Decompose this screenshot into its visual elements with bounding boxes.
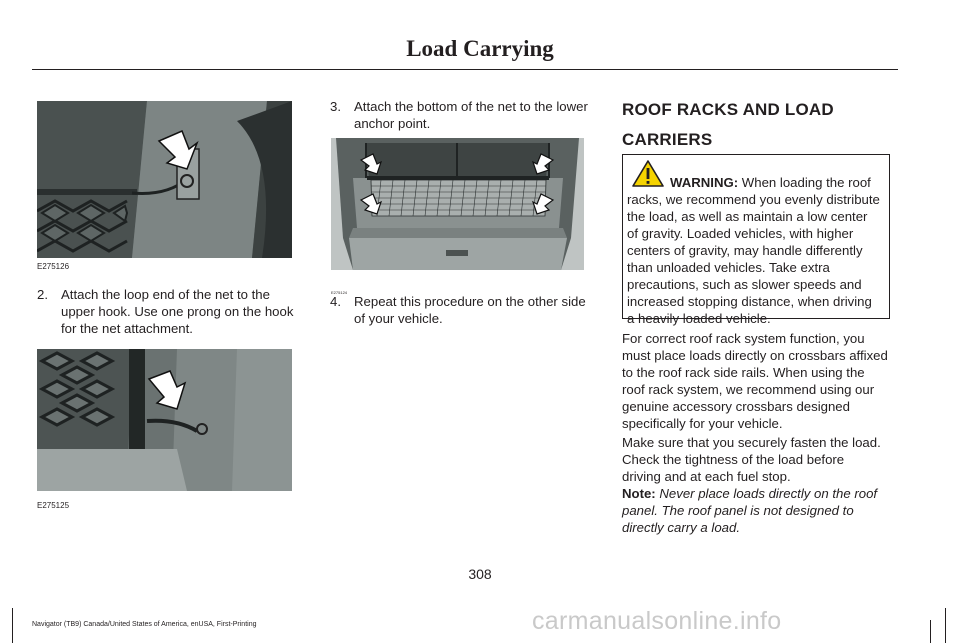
note: Note: Never place loads directly on the roof panel. The roof panel is not designed to directly carry a load. (622, 486, 878, 535)
step-number: 4. (330, 294, 341, 309)
step-number: 3. (330, 99, 341, 114)
warning-box (622, 154, 890, 326)
header-rule (32, 69, 898, 70)
figure-code: E275125 (37, 501, 70, 510)
figure-upper-hook (37, 101, 292, 258)
warning-label: WARNING: (670, 175, 739, 190)
step-text: Repeat this procedure on the other side of your vehicle. (354, 294, 586, 326)
figure-code: E275126 (37, 262, 70, 271)
crop-mark (930, 620, 931, 643)
figure-cargo-net (331, 138, 584, 270)
warning-text: WARNING: When loading the roof racks, we recommend you evenly distribute the load, as well as maintain a low center of gravity. Loaded vehicles, with higher centers of gravity, may handle differently than unloaded vehicles. Take extra precautions, such as slower speeds and increased stopping distance, when driving a heavily loaded vehicle. (627, 175, 880, 326)
section-heading: ROOF RACKS AND LOAD CARRIERS (622, 100, 834, 149)
page-header-title: Load Carrying (406, 36, 554, 61)
page-number: 308 (468, 566, 492, 582)
note-label: Note: (622, 486, 656, 501)
step-text: Attach the loop end of the net to the upper hook. Use one prong on the hook for the net attachment. (61, 287, 294, 336)
step-number: 2. (37, 287, 48, 302)
step-text: Attach the bottom of the net to the lower anchor point. (354, 99, 588, 131)
paragraph-roof-rack-function: For correct roof rack system function, you must place loads directly on crossbars affixed to the roof rack side rails. When using the roof rack system, we recommend using our genuine accessory crossbars designed specifically for your vehicle. (622, 331, 888, 431)
footer-text: Navigator (TB9) Canada/United States of America, enUSA, First-Printing (32, 621, 257, 628)
watermark: carmanualsonline.info (532, 607, 782, 635)
figure-hook-prong (37, 349, 292, 491)
figure-code: E275124 (331, 290, 348, 295)
crop-mark (12, 608, 13, 643)
crop-mark (945, 608, 946, 643)
paragraph-fasten-load: Make sure that you securely fasten the load. Check the tightness of the load before driving and at each fuel stop. (622, 435, 881, 484)
